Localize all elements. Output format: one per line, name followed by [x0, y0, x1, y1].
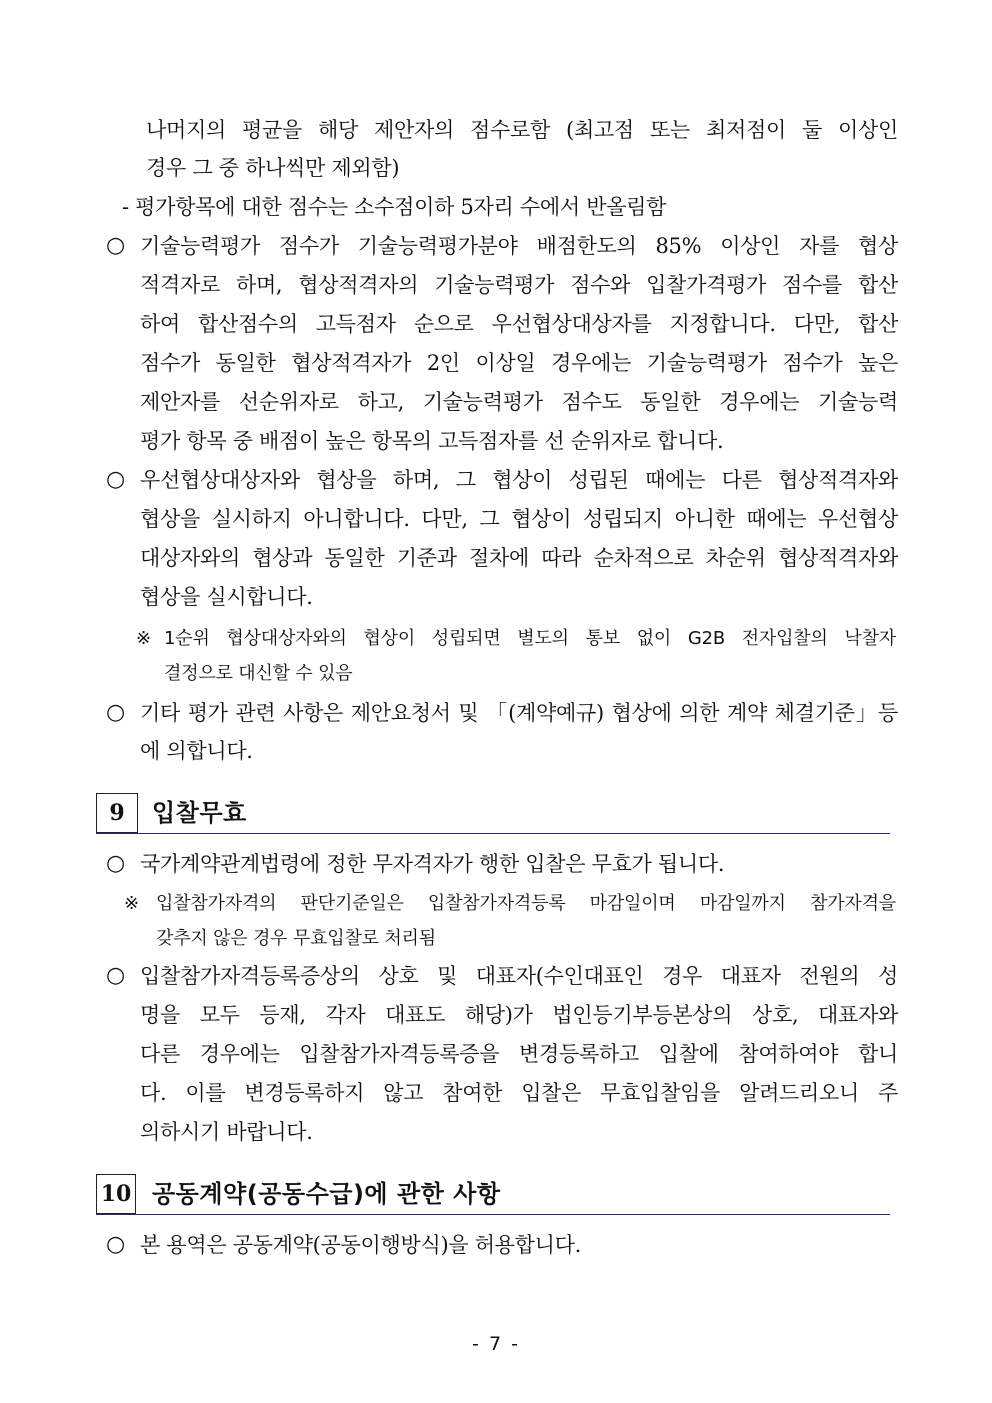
note-mark: ※	[124, 893, 139, 914]
section-9-heading	[96, 793, 890, 834]
s8-item1-line-2: 적격자로 하며, 협상적격자의 기술능력평가 점수와 입찰가격평가 점수를 합산	[140, 273, 898, 297]
s8-last-line-2: 에 의합니다.	[140, 739, 253, 763]
s8-item1-line-6: 평가 항목 중 배점이 높은 항목의 고득점자를 선 순위자로 합니다.	[140, 429, 724, 453]
bullet-circle: ○	[106, 233, 126, 258]
s9-item2-line-4: 다. 이를 변경등록하지 않고 참여한 입찰은 무효입찰임을 알려드리오니 주	[140, 1081, 898, 1105]
s9-item2-line-3: 다른 경우에는 입찰참가자격등록증을 변경등록하고 입찰에 참여하여야 합니	[140, 1042, 898, 1066]
s9-note-line-1: 입찰참가자격의 판단기준일은 입찰참가자격등록 마감일이며 마감일까지 참가자격을	[156, 893, 896, 914]
s8-note-line-2: 결정으로 대신할 수 있음	[164, 663, 353, 684]
continuation-line-1: 나머지의 평균을 해당 제안자의 점수로함 (최고점 또는 최저점이 둘 이상인	[146, 118, 898, 142]
bullet-circle: ○	[106, 1232, 126, 1257]
s8-item2-line-1: 우선협상대상자와 협상을 하며, 그 협상이 성립된 때에는 다른 협상적격자와	[140, 468, 898, 492]
s9-note-line-2: 갖추지 않은 경우 무효입찰로 처리됨	[156, 928, 436, 949]
s9-item2-line-2: 명을 모두 등재, 각자 대표도 해당)가 법인등기부등본상의 상호, 대표자와	[140, 1003, 898, 1027]
note-mark: ※	[136, 628, 151, 649]
section-10-title: 공동계약(공동수급)에 관한 사항	[152, 1180, 501, 1208]
bullet-circle: ○	[106, 700, 126, 725]
s8-item2-line-3: 대상자와의 협상과 동일한 기준과 절차에 따라 순차적으로 차순위 협상적격자와	[140, 546, 898, 570]
s8-item1-line-3: 하여 합산점수의 고득점자 순으로 우선협상대상자를 지정합니다. 다만, 합산	[140, 312, 898, 336]
s8-item1-line-4: 점수가 동일한 협상적격자가 2인 이상일 경우에는 기술능력평가 점수가 높은	[140, 351, 898, 375]
bullet-circle: ○	[106, 963, 126, 988]
s9-item1-text: 국가계약관계법령에 정한 무자격자가 행한 입찰은 무효가 됩니다.	[140, 852, 725, 876]
section-9-number: 9	[96, 793, 138, 833]
section-9-title: 입찰무효	[152, 799, 247, 827]
page-number: - 7 -	[472, 1333, 520, 1355]
dash-item: - 평가항목에 대한 점수는 소수점이하 5자리 수에서 반올림함	[122, 195, 667, 219]
bullet-circle: ○	[106, 467, 126, 492]
bullet-circle: ○	[106, 851, 126, 876]
continuation-line-2: 경우 그 중 하나씩만 제외함)	[146, 156, 400, 180]
s8-item2-line-2: 협상을 실시하지 아니합니다. 다만, 그 협상이 성립되지 아니한 때에는 우선협상	[140, 507, 898, 531]
section-10-heading	[96, 1174, 890, 1215]
s8-item1-line-5: 제안자를 선순위자로 하고, 기술능력평가 점수도 동일한 경우에는 기술능력	[140, 390, 898, 414]
s9-item2-line-5: 의하시기 바랍니다.	[140, 1120, 313, 1144]
s9-item2-line-1: 입찰참가자격등록증상의 상호 및 대표자(수인대표인 경우 대표자 전원의 성	[140, 964, 898, 988]
s10-item1-text: 본 용역은 공동계약(공동이행방식)을 허용합니다.	[140, 1233, 582, 1257]
s8-item1-line-1: 기술능력평가 점수가 기술능력평가분야 배점한도의 85% 이상인 자를 협상	[140, 234, 898, 258]
section-10-number: 10	[96, 1174, 136, 1214]
s8-last-line-1: 기타 평가 관련 사항은 제안요청서 및 「(계약예규) 협상에 의한 계약 체결기준」등	[140, 701, 898, 725]
s8-note-line-1: 1순위 협상대상자와의 협상이 성립되면 별도의 통보 없이 G2B 전자입찰의 낙찰자	[164, 628, 896, 649]
s8-item2-line-4: 협상을 실시합니다.	[140, 585, 313, 609]
